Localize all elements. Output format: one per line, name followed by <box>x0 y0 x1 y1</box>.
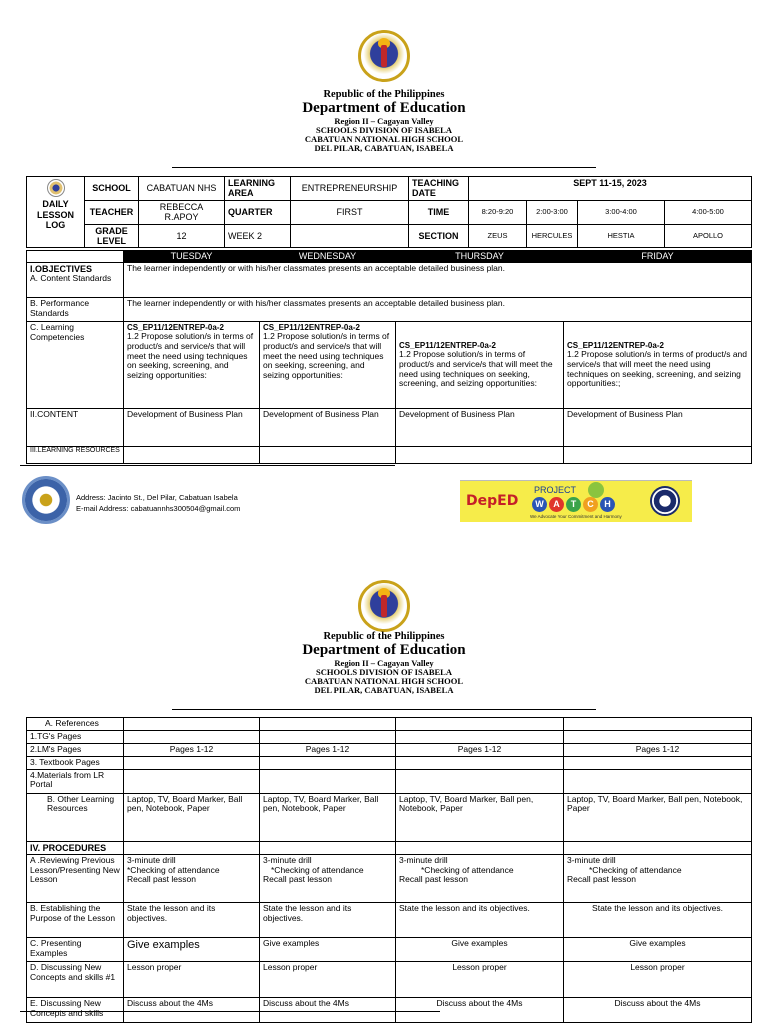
address-text: Address: Jacinto St., Del Pilar, Cabatuan Isabela <box>76 493 238 502</box>
footer-divider <box>20 465 395 466</box>
dll-title-cell <box>27 177 85 248</box>
day-header: WEDNESDAY <box>260 251 396 263</box>
references-label: A. References <box>27 718 124 731</box>
blank-cell <box>396 769 564 793</box>
watch-letter: H <box>600 497 615 512</box>
attendance-text: *Checking of attendance <box>589 864 682 875</box>
competency-text: 1.2 Propose solution/s in terms of product/s and service/s that will meet the need using techniques on seeking, screening, and seizing opportunities:; <box>567 349 748 389</box>
school-address-text: DEL PILAR, CABATUAN, ISABELA <box>314 684 454 695</box>
attendance-text: *Checking of attendance <box>421 864 514 875</box>
textbook-pages-label: 3. Textbook Pages <box>27 756 124 769</box>
lm-pages-value: Pages 1-12 <box>564 743 752 756</box>
section-value: APOLLO <box>665 224 752 248</box>
grade-label: GRADE LEVEL <box>85 224 139 248</box>
school-value: CABATUAN NHS <box>139 177 225 201</box>
school-address-text: DEL PILAR, CABATUAN, ISABELA <box>314 142 454 153</box>
attendance-text: *Checking of attendance <box>271 864 364 875</box>
proc-d-value: Lesson proper <box>564 961 752 997</box>
grade-value: 12 <box>139 224 225 248</box>
competency-text: 1.2 Propose solution/s in terms of product/s and service/s that will meet the need using techniques on seeking, screening, and seizing opportunities: <box>399 349 553 389</box>
recall-text: Recall past lesson <box>399 874 468 885</box>
dll-info-table <box>26 176 752 248</box>
section-value: ZEUS <box>469 224 527 248</box>
content-value: Development of Business Plan <box>124 409 260 447</box>
teacher-label: TEACHER <box>85 200 139 224</box>
dll-title: DAILY LESSON LOG <box>36 199 74 231</box>
blank-cell <box>396 731 564 744</box>
proc-b-label: B. Establishing the Purpose of the Lesson <box>27 902 124 937</box>
letterhead <box>200 631 568 694</box>
blank-cell <box>564 731 752 744</box>
learning-area-label: LEARNING AREA <box>225 177 291 201</box>
recall-text: Recall past lesson <box>567 874 636 885</box>
region-text: Region II – Cagayan Valley <box>334 657 434 668</box>
lr-portal-label: 4.Materials from LR Portal <box>27 769 124 793</box>
competencies-label: C. Learning Competencies <box>27 322 124 409</box>
blank-cell <box>564 841 752 854</box>
performance-standards-label: B. Performance Standards <box>27 298 124 322</box>
blank-cell <box>124 769 260 793</box>
blank-cell <box>291 224 409 248</box>
other-resources-value: Laptop, TV, Board Marker, Ball pen, Notebook, Paper <box>396 793 564 841</box>
content-standards-text: A. Content Standards <box>30 273 112 284</box>
other-resources-value: Laptop, TV, Board Marker, Ball pen, Notebook, Paper <box>260 793 396 841</box>
email-text: E-mail Address: cabatuannhs300504@gmail.com <box>76 503 241 513</box>
proc-c-value: Give examples <box>260 937 396 961</box>
drill-text: 3-minute drill <box>399 854 448 865</box>
proc-c-label: C. Presenting Examples <box>27 937 124 961</box>
department-title: Department of Education <box>302 642 466 659</box>
time-slot: 8:20-9:20 <box>469 200 527 224</box>
proc-b-value: State the lesson and its objectives. <box>564 902 752 937</box>
content-label: II.CONTENT <box>27 409 124 447</box>
teacher-value: REBECCA R.APOY <box>139 200 225 224</box>
school-seal-icon <box>22 476 70 524</box>
republic-text: Republic of the Philippines <box>323 631 445 642</box>
proc-d-value: Lesson proper <box>260 961 396 997</box>
competency-cell <box>396 322 564 409</box>
teaching-date-value: SEPT 11-15, 2023 <box>469 177 752 201</box>
competency-cell <box>124 322 260 409</box>
blank-cell <box>396 841 564 854</box>
lm-pages-value: Pages 1-12 <box>396 743 564 756</box>
day-header: THURSDAY <box>396 251 564 263</box>
competency-code: CS_EP11/12ENTREP-0a-2 <box>127 323 224 332</box>
emblem-icon <box>650 486 680 516</box>
proc-d-value: Lesson proper <box>124 961 260 997</box>
proc-a-cell <box>124 854 260 902</box>
division-text: SCHOOLS DIVISION OF ISABELA <box>316 124 452 135</box>
attendance-text: *Checking of attendance <box>127 864 220 875</box>
competency-text: 1.2 Propose solution/s in terms of product/s and service/s that will meet the need using techniques on seeking, screening, and seizing opportunities: <box>127 331 254 381</box>
blank-cell <box>124 756 260 769</box>
drill-text: 3-minute drill <box>567 854 616 865</box>
resources-procedures-table <box>26 717 752 1023</box>
objectives-table <box>26 250 752 464</box>
blank-cell <box>260 841 396 854</box>
proc-a-label: A .Reviewing Previous Lesson/Presenting New Lesson <box>27 854 124 902</box>
sun-icon <box>588 482 604 498</box>
deped-seal <box>358 580 410 632</box>
banner-tagline: We Advocate Your Commitment and Harmony <box>530 514 622 519</box>
project-watch-banner <box>460 480 692 522</box>
section-label: SECTION <box>409 224 469 248</box>
blank-cell <box>124 731 260 744</box>
blank-cell <box>396 718 564 731</box>
time-slot: 4:00-5:00 <box>665 200 752 224</box>
blank-cell <box>260 731 396 744</box>
content-standards-value: The learner independently or with his/her classmates presents an acceptable detailed business plan. <box>124 263 752 298</box>
competency-code: CS_EP11/12ENTREP-0a-2 <box>567 340 664 350</box>
blank-cell <box>564 447 752 464</box>
tg-pages-label: 1.TG's Pages <box>27 731 124 744</box>
other-resources-value: Laptop, TV, Board Marker, Ball pen, Notebook, Paper <box>564 793 752 841</box>
proc-b-value: State the lesson and its objectives. <box>124 902 260 937</box>
watch-letter: T <box>566 497 581 512</box>
content-value: Development of Business Plan <box>260 409 396 447</box>
footer-divider <box>20 1011 440 1012</box>
content-standards-label <box>27 263 124 298</box>
proc-d-value: Lesson proper <box>396 961 564 997</box>
blank-cell <box>260 756 396 769</box>
proc-e-value: Discuss about the 4Ms <box>564 997 752 1022</box>
proc-b-value: State the lesson and its objectives. <box>396 902 564 937</box>
blank-cell <box>124 718 260 731</box>
header-divider <box>172 167 596 168</box>
department-title: Department of Education <box>302 100 466 117</box>
deped-logo: DepED <box>466 493 519 509</box>
header-divider <box>172 709 596 710</box>
proc-a-cell <box>396 854 564 902</box>
day-header: TUESDAY <box>124 251 260 263</box>
time-slot: 2:00-3:00 <box>527 200 578 224</box>
section-value: HESTIA <box>578 224 665 248</box>
time-label: TIME <box>409 200 469 224</box>
proc-c-value: Give examples <box>124 937 260 961</box>
watch-letter: C <box>583 497 598 512</box>
watch-letter: W <box>532 497 547 512</box>
performance-standards-value: The learner independently or with his/her classmates presents an acceptable detailed business plan. <box>124 298 752 322</box>
blank-cell <box>396 447 564 464</box>
competency-code: CS_EP11/12ENTREP-0a-2 <box>399 340 496 350</box>
proc-d-label: D. Discussing New Concepts and skills #1 <box>27 961 124 997</box>
project-label: PROJECT <box>534 485 577 495</box>
section-value: HERCULES <box>527 224 578 248</box>
competency-code: CS_EP11/12ENTREP-0a-2 <box>263 323 360 332</box>
letterhead <box>200 89 568 152</box>
blank-cell <box>564 718 752 731</box>
learning-area-value: ENTREPRENEURSHIP <box>291 177 409 201</box>
competency-cell <box>564 322 752 409</box>
competency-text: 1.2 Propose solution/s in terms of product/s and service/s that will meet the need using techniques on seeking, screening, and seizing opportunities: <box>263 331 390 381</box>
proc-c-value: Give examples <box>564 937 752 961</box>
quarter-value: FIRST <box>291 200 409 224</box>
watch-letters <box>532 497 615 512</box>
deped-seal <box>358 30 410 82</box>
proc-b-value: State the lesson and its objectives. <box>260 902 396 937</box>
republic-text: Republic of the Philippines <box>323 89 445 100</box>
content-value: Development of Business Plan <box>396 409 564 447</box>
blank-cell <box>260 769 396 793</box>
blank-cell <box>260 447 396 464</box>
lm-pages-value: Pages 1-12 <box>260 743 396 756</box>
other-resources-value: Laptop, TV, Board Marker, Ball pen, Notebook, Paper <box>124 793 260 841</box>
school-name-text: CABATUAN NATIONAL HIGH SCHOOL <box>304 133 464 144</box>
proc-e-value: Discuss about the 4Ms <box>260 997 396 1022</box>
blank-cell <box>260 718 396 731</box>
proc-c-value: Give examples <box>396 937 564 961</box>
blank-cell <box>27 251 124 263</box>
proc-e-value: Discuss about the 4Ms <box>396 997 564 1022</box>
blank-cell <box>564 756 752 769</box>
drill-text: 3-minute drill <box>127 854 176 865</box>
recall-text: Recall past lesson <box>263 874 332 885</box>
lm-pages-value: Pages 1-12 <box>124 743 260 756</box>
lm-pages-label: 2.LM's Pages <box>27 743 124 756</box>
school-label: SCHOOL <box>85 177 139 201</box>
drill-text: 3-minute drill <box>263 854 312 865</box>
recall-text: Recall past lesson <box>127 874 196 885</box>
procedures-heading: IV. PROCEDURES <box>27 841 124 854</box>
blank-cell <box>124 447 260 464</box>
proc-a-cell <box>564 854 752 902</box>
blank-cell <box>124 841 260 854</box>
other-resources-label: B. Other Learning Resources <box>27 793 124 841</box>
division-text: SCHOOLS DIVISION OF ISABELA <box>316 666 452 677</box>
competency-cell <box>260 322 396 409</box>
quarter-label: QUARTER <box>225 200 291 224</box>
objectives-heading: I.OBJECTIVES <box>30 264 93 274</box>
time-slot: 3:00-4:00 <box>578 200 665 224</box>
dll-logo-icon <box>47 179 65 197</box>
content-value: Development of Business Plan <box>564 409 752 447</box>
region-text: Region II – Cagayan Valley <box>334 115 434 126</box>
proc-e-label: E. Discussing New Concepts and skills <box>27 997 124 1022</box>
proc-e-value: Discuss about the 4Ms <box>124 997 260 1022</box>
school-name-text: CABATUAN NATIONAL HIGH SCHOOL <box>304 675 464 686</box>
watch-letter: A <box>549 497 564 512</box>
resources-label: III.LEARNING RESOURCES <box>27 447 124 464</box>
week-value: WEEK 2 <box>225 224 291 248</box>
day-header: FRIDAY <box>564 251 752 263</box>
blank-cell <box>564 769 752 793</box>
proc-a-cell <box>260 854 396 902</box>
footer-address <box>76 493 240 514</box>
blank-cell <box>396 756 564 769</box>
teaching-date-label: TEACHING DATE <box>409 177 469 201</box>
